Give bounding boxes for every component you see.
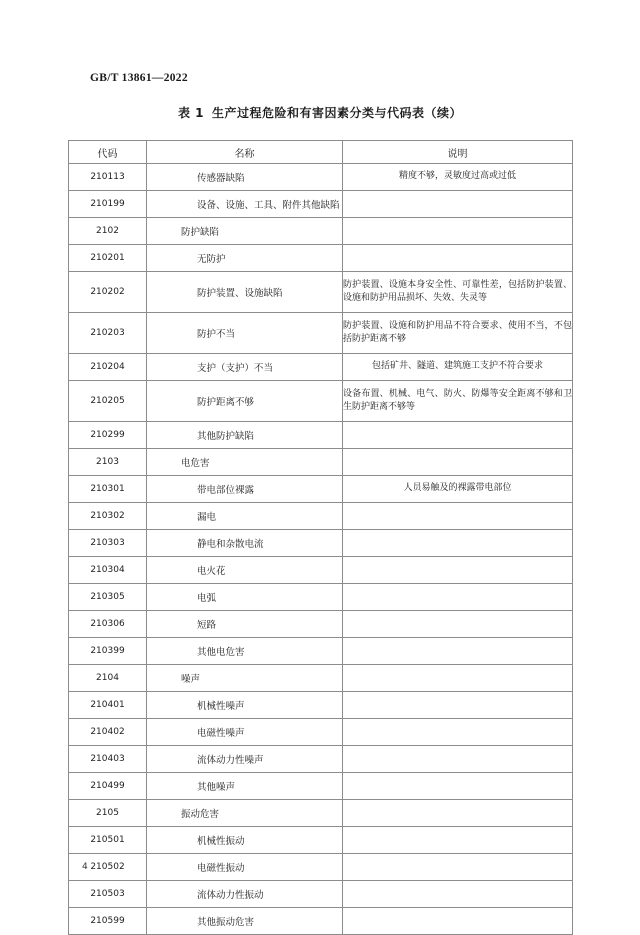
table-title-text: 生产过程危险和有害因素分类与代码表（续） — [212, 106, 463, 120]
table-row — [69, 881, 573, 908]
table-row — [69, 164, 573, 191]
table-row — [69, 827, 573, 854]
cell-name-text: 流体动力性噪声 — [197, 755, 264, 766]
cell-description — [343, 908, 573, 935]
cell-name-text: 带电部位裸露 — [197, 485, 255, 496]
table-row — [69, 800, 573, 827]
cell-description — [343, 449, 573, 476]
header-cell-code: 代码 — [69, 141, 147, 164]
table-body — [69, 164, 573, 935]
table-row — [69, 665, 573, 692]
cell-code: 210401 — [69, 692, 147, 719]
cell-name — [147, 503, 343, 530]
table-row — [69, 611, 573, 638]
cell-description — [343, 503, 573, 530]
table-row — [69, 773, 573, 800]
classification-table — [68, 140, 573, 935]
cell-code: 210201 — [69, 245, 147, 272]
cell-description — [343, 692, 573, 719]
table-title-number: 表 1 — [177, 106, 204, 120]
cell-name — [147, 272, 343, 313]
table-row — [69, 530, 573, 557]
cell-description: 包括矿井、隧道、建筑施工支护不符合要求 — [343, 354, 573, 381]
cell-name — [147, 611, 343, 638]
cell-name — [147, 827, 343, 854]
cell-name-text: 静电和杂散电流 — [197, 539, 264, 550]
table-title — [0, 104, 640, 121]
table-row — [69, 354, 573, 381]
standard-code: GB/T 13861—2022 — [90, 72, 188, 84]
cell-description — [343, 665, 573, 692]
cell-code: 210503 — [69, 881, 147, 908]
cell-description — [343, 584, 573, 611]
cell-name — [147, 422, 343, 449]
cell-name — [147, 313, 343, 354]
cell-name — [147, 245, 343, 272]
table-row — [69, 638, 573, 665]
header-cell-desc: 说明 — [343, 141, 573, 164]
cell-code: 210499 — [69, 773, 147, 800]
cell-name-text: 其他噪声 — [197, 782, 236, 793]
cell-name — [147, 218, 343, 245]
cell-name — [147, 692, 343, 719]
cell-name-text: 其他防护缺陷 — [197, 431, 255, 442]
table-row — [69, 422, 573, 449]
cell-name-text: 机械性噪声 — [197, 701, 245, 712]
cell-code: 210303 — [69, 530, 147, 557]
cell-name-text: 设备、设施、工具、附件其他缺陷 — [197, 200, 340, 211]
cell-name-text: 振动危害 — [181, 809, 220, 820]
cell-code: 210205 — [69, 381, 147, 422]
cell-name-text: 防护不当 — [197, 329, 236, 340]
cell-description: 防护装置、设施和防护用品不符合要求、使用不当，不包括防护距离不够 — [343, 313, 573, 354]
cell-code: 210403 — [69, 746, 147, 773]
cell-description — [343, 854, 573, 881]
cell-code: 2105 — [69, 800, 147, 827]
table-row — [69, 503, 573, 530]
table-row — [69, 245, 573, 272]
cell-code: 210204 — [69, 354, 147, 381]
cell-name-text: 漏电 — [197, 512, 217, 523]
cell-description — [343, 245, 573, 272]
cell-description: 精度不够，灵敏度过高或过低 — [343, 164, 573, 191]
cell-name — [147, 530, 343, 557]
table-header-row — [69, 141, 573, 164]
cell-name-text: 电弧 — [197, 593, 217, 604]
table-row — [69, 381, 573, 422]
table-header — [69, 141, 573, 164]
page-number: 4 — [82, 862, 88, 872]
cell-name — [147, 746, 343, 773]
cell-name — [147, 557, 343, 584]
header-cell-name: 名称 — [147, 141, 343, 164]
cell-name — [147, 638, 343, 665]
cell-name — [147, 773, 343, 800]
cell-code: 210299 — [69, 422, 147, 449]
cell-name-text: 防护装置、设施缺陷 — [197, 288, 283, 299]
cell-description — [343, 611, 573, 638]
cell-description — [343, 191, 573, 218]
cell-code: 210199 — [69, 191, 147, 218]
cell-name-text: 电危害 — [181, 458, 210, 469]
cell-description — [343, 557, 573, 584]
cell-code: 210399 — [69, 638, 147, 665]
cell-code: 2102 — [69, 218, 147, 245]
table-row — [69, 191, 573, 218]
table-row — [69, 476, 573, 503]
table-row — [69, 719, 573, 746]
cell-description: 防护装置、设施本身安全性、可靠性差，包括防护装置、设施和防护用品损坏、失效、失灵等 — [343, 272, 573, 313]
cell-name — [147, 908, 343, 935]
cell-name — [147, 719, 343, 746]
cell-name-text: 其他振动危害 — [197, 917, 255, 928]
cell-name-text: 机械性振动 — [197, 836, 245, 847]
cell-name — [147, 476, 343, 503]
cell-description: 设备布置、机械、电气、防火、防爆等安全距离不够和卫生防护距离不够等 — [343, 381, 573, 422]
cell-code: 210113 — [69, 164, 147, 191]
cell-code: 210302 — [69, 503, 147, 530]
cell-description — [343, 881, 573, 908]
cell-name — [147, 354, 343, 381]
cell-description — [343, 218, 573, 245]
cell-name-text: 短路 — [197, 620, 217, 631]
table-row — [69, 557, 573, 584]
table-row — [69, 218, 573, 245]
cell-name-text: 无防护 — [197, 254, 226, 265]
cell-code: 210501 — [69, 827, 147, 854]
cell-name-text: 电磁性噪声 — [197, 728, 245, 739]
cell-description — [343, 827, 573, 854]
cell-name — [147, 854, 343, 881]
cell-name — [147, 191, 343, 218]
cell-code: 210202 — [69, 272, 147, 313]
cell-code: 210304 — [69, 557, 147, 584]
cell-code: 210502 — [69, 854, 147, 881]
table-row — [69, 908, 573, 935]
cell-description: 人员易触及的裸露带电部位 — [343, 476, 573, 503]
table-row — [69, 584, 573, 611]
cell-code: 210203 — [69, 313, 147, 354]
table-row — [69, 854, 573, 881]
cell-description — [343, 719, 573, 746]
cell-name-text: 流体动力性振动 — [197, 890, 264, 901]
cell-description — [343, 638, 573, 665]
cell-description — [343, 773, 573, 800]
cell-code: 210599 — [69, 908, 147, 935]
cell-name-text: 噪声 — [181, 674, 201, 685]
cell-name — [147, 800, 343, 827]
cell-name — [147, 881, 343, 908]
cell-name-text: 其他电危害 — [197, 647, 245, 658]
table-row — [69, 746, 573, 773]
cell-name — [147, 584, 343, 611]
cell-description — [343, 422, 573, 449]
cell-name — [147, 381, 343, 422]
cell-code: 210305 — [69, 584, 147, 611]
table-row — [69, 692, 573, 719]
cell-name — [147, 449, 343, 476]
cell-code: 2103 — [69, 449, 147, 476]
cell-name — [147, 164, 343, 191]
table-row — [69, 449, 573, 476]
cell-description — [343, 800, 573, 827]
cell-code: 210306 — [69, 611, 147, 638]
cell-description — [343, 530, 573, 557]
cell-name-text: 支护（支护）不当 — [197, 363, 274, 374]
cell-description — [343, 746, 573, 773]
cell-code: 210402 — [69, 719, 147, 746]
cell-name — [147, 665, 343, 692]
table-row — [69, 272, 573, 313]
cell-name-text: 电火花 — [197, 566, 226, 577]
cell-name-text: 电磁性振动 — [197, 863, 245, 874]
cell-name-text: 防护距离不够 — [197, 397, 255, 408]
cell-code: 210301 — [69, 476, 147, 503]
cell-code: 2104 — [69, 665, 147, 692]
table-row — [69, 313, 573, 354]
cell-name-text: 传感器缺陷 — [197, 173, 245, 184]
cell-name-text: 防护缺陷 — [181, 227, 220, 238]
